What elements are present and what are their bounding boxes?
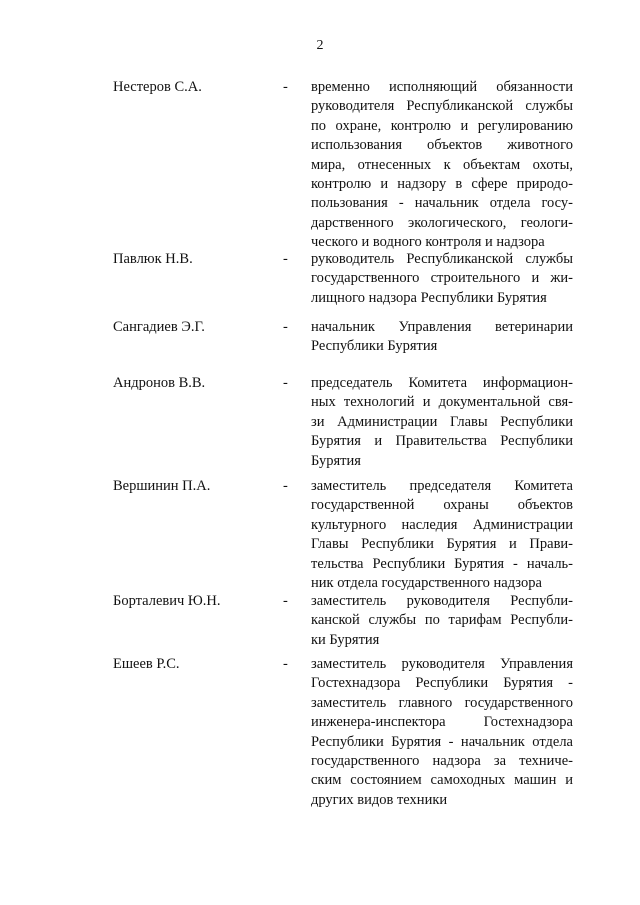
role-line: ки Бурятия [311,631,380,648]
role-line: Главы Республики Бурятия и Прави- [311,536,573,553]
role-line: государственной охраны объектов [311,497,573,514]
role-line: дарственного экологического, геологи- [311,214,573,231]
member-role [311,374,573,471]
page-number: 2 [316,38,324,53]
role-line: по охране, контролю и регулированию [311,117,573,134]
dash-separator: - [283,656,288,672]
role-line: Бурятия и Правительства Республики [311,433,573,450]
role-line: руководителя Республиканской службы [311,98,573,115]
role-line: заместитель председателя Комитета [311,478,573,494]
dash-separator: - [283,251,288,267]
member-name: Нестеров С.А. [113,79,202,95]
role-line: канской службы по тарифам Республи- [311,612,573,629]
role-line: ник отдела государственного надзора [311,574,542,591]
member-role [311,592,573,650]
role-line: государственного строительного и жи- [311,270,573,287]
member-role [311,250,573,308]
member-role [311,477,573,593]
member-name: Вершинин П.А. [113,478,211,494]
member-role [311,78,573,253]
member-role [311,318,573,357]
role-line: заместитель руководителя Республи- [311,593,573,609]
role-line: Республики Бурятия [311,338,438,355]
role-line: государственного надзора за техниче- [311,752,573,769]
role-line: Республики Бурятия - начальник отдела [311,733,573,750]
role-line: председатель Комитета информацион- [311,375,573,391]
role-line: использования объектов животного [311,137,573,154]
role-line: лищного надзора Республики Бурятия [311,289,547,306]
member-name: Андронов В.В. [113,375,206,391]
role-line: заместитель руководителя Управления [311,656,573,672]
member-name: Борталевич Ю.Н. [113,593,221,609]
role-line: заместитель главного государственного [311,694,573,711]
member-name: Павлюк Н.В. [113,251,193,267]
role-line: других видов техники [311,791,448,808]
dash-separator: - [283,79,288,95]
member-name: Сангадиев Э.Г. [113,319,205,335]
role-line: Гостехнадзора Республики Бурятия - [311,675,573,692]
dash-separator: - [283,593,288,609]
member-name: Ешеев Р.С. [113,656,180,672]
role-line: ных технологий и документальной свя- [311,394,573,411]
role-line: зи Администрации Главы Республики [311,413,573,430]
dash-separator: - [283,478,288,494]
dash-separator: - [283,375,288,391]
role-line: временно исполняющий обязанности [311,79,573,95]
role-line: Бурятия [311,452,361,469]
role-line: контролю и надзору в сфере природо- [311,175,573,192]
role-line: пользования - начальник отдела госу- [311,195,573,212]
role-line: руководитель Республиканской службы [311,251,573,267]
dash-separator: - [283,319,288,335]
role-line: инженера-инспектора Гостехнадзора [311,714,573,731]
role-line: ским состоянием самоходных машин и [311,772,573,789]
role-line: мира, отнесенных к объектам охоты, [311,156,573,173]
role-line: ческого и водного контроля и надзора [311,234,545,251]
role-line: культурного наследия Администрации [311,516,573,533]
role-line: тельства Республики Бурятия - началь- [311,555,573,572]
role-line: начальник Управления ветеринарии [311,319,573,335]
member-role [311,655,573,810]
